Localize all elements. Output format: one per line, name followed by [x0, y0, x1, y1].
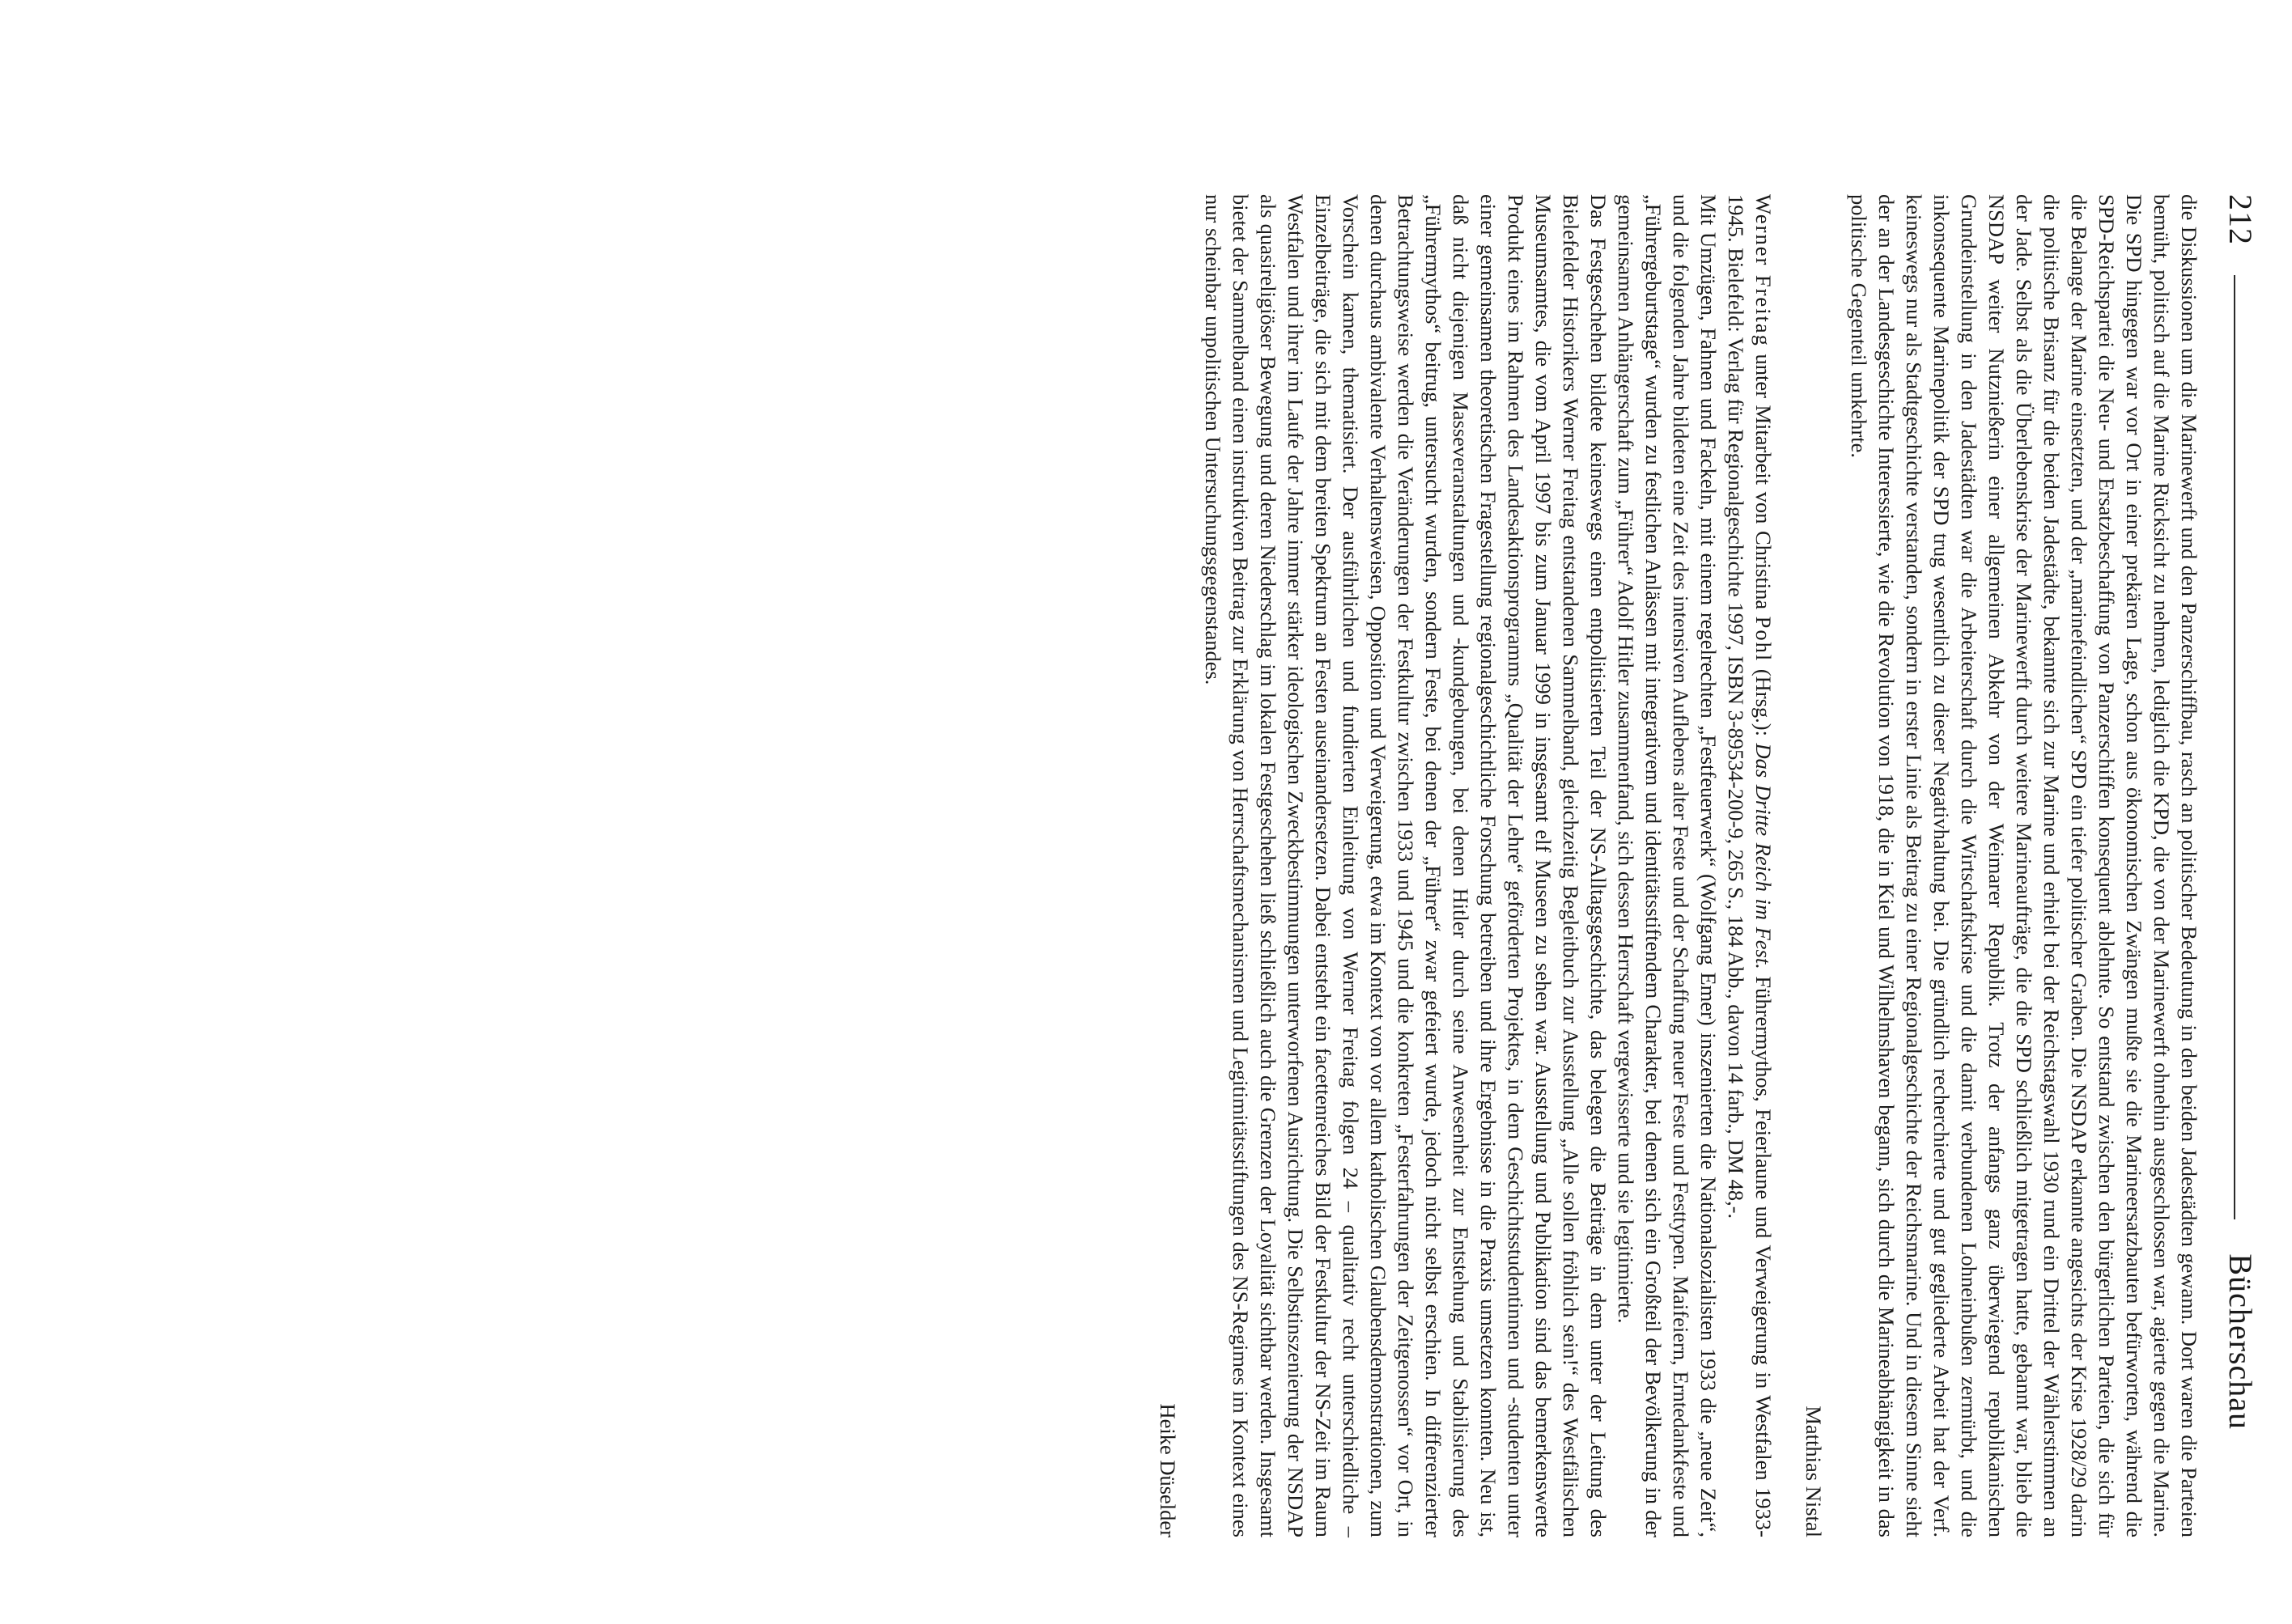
running-head: Bücherschau: [2222, 1253, 2259, 1430]
review-text-block: [1154, 194, 2203, 1537]
review-2-citation: [1722, 194, 1777, 1537]
header-rule: [2234, 275, 2235, 1219]
page-number: 212: [2222, 194, 2259, 245]
review-1-signature: Matthias Nistal: [1802, 1406, 1826, 1537]
review-2-author: Werner Freitag: [1751, 194, 1776, 347]
citation-pre: unter Mitarbeit von Christina: [1751, 346, 1776, 617]
citation-post: Führermythos, Feierlaune und Verweigerung in Westfalen 1933-1945. Bielefeld: Verlag für Regionalgeschichte 1997, ISBN 3-89534-200-9, 265 S., 184 Abb., davon 14 farb., DM 48,-.: [1724, 194, 1776, 1537]
review-2-signature: Heike Düselder: [1156, 1403, 1180, 1537]
review-1-body: die Diskussionen um die Marinewerft und den Panzerschiffbau, rasch an politischer Bedeutung in den beiden Jadestädten gewann. Dort waren die Parteien bemüht, politisch auf die Marine Rücksicht zu nehmen, lediglich die KPD, die von der Marinewerft ohnehin ausgeschlossen war, agierte gegen die Marine. Die SPD hingegen war vor Ort in einer prekären Lage, schon aus ökonomischen Zwängen mußte sie die Marineersatzbauten befürworten, während die SPD-Reichspartei die Neu- und Ersatzbeschaffung von Panzerschiffen konsequent ablehnte. So entstand zwischen den bürgerlichen Parteien, die sich für die Belange der Marine einsetzten, und der „marinefeindlichen“ SPD ein tiefer politischer Graben. Die NSDAP erkannte angesichts der Krise 1928/29 darin die politische Brisanz für die beiden Jadestädte, bekannte sich zur Marine und erhielt bei der Reichstagswahl 1930 rund ein Drittel der Wählerstimmen an der Jade. Selbst als die Überlebenskrise der Marinewerft durch weitere Marineaufträge, die die SPD schließlich mitgetragen hatte, gebannt war, blieb die NSDAP weiter Nutznießerin einer allgemeinen Abkehr von der Weimarer Republik. Trotz der anfangs ganz überwiegend republikanischen Grundeinstellung in den Jadestädten war die Arbeiterschaft durch die Wirtschaftskrise und die damit verbundenen Lohneinbußen zermürbt, und die inkonsequente Marinepolitik der SPD trug wesentlich zu dieser Negativhaltung bei. Die gründlich recherchierte und gut gegliederte Arbeit hat der Verf. keineswegs nur als Stadtgeschichte verstanden, sondern in erster Linie als Beitrag zu einer Regionalgeschichte der Reichsmarine. Und in diesem Sinne sieht der an der Landesgeschichte Interessierte, wie die Revolution von 1918, die in Kiel und Wilhelmshaven begann, sich durch die Marineabhängigkeit in das politische Gegenteil umkehrte.: [1847, 194, 2201, 1537]
section-gap: [1777, 194, 1800, 1537]
review-2-paragraph-2: Das Festgeschehen bildete keineswegs einen entpolitisierten Teil der NS-Alltagsgeschichte, das belegen die Beiträge in dem unter der Leitung des Bielefelder Historikers Werner Freitag entstandenen Sammelband, gleichzeitig Begleitbuch zur Ausstellung „Alle sollen fröhlich sein!“ des Westfälischen Museumsamtes, die vom April 1997 bis zum Januar 1999 in insgesamt elf Museen zu sehen war. Ausstellung und Publikation sind das bemerkenswerte Produkt eines im Rahmen des Landesaktionsprogramms „Qualität der Lehre“ geförderten Projektes, in dem Geschichtsstudentinnen und -studenten unter einer gemeinsamen theoretischen Fragestellung regionalgeschichtliche Forschung betreiben und ihre Ergebnisse in die Praxis umsetzen konnten. Neu ist, daß nicht diejenigen Masseveranstaltungen und -kundgebungen, bei denen Hitler durch seine Anwesenheit zur Entstehung und Stabilisierung des „Führermythos“ beitrug, untersucht wurden, sondern Feste, bei denen der „Führer“ zwar gefeiert wurde, jedoch nicht selbst erschien. In differenzierter Betrachtungsweise werden die Veränderungen der Festkultur zwischen 1933 und 1945 und die konkreten „Festerfahrungen der Zeitgenossen“ vor Ort, in denen durchaus ambivalente Verhaltensweisen, Opposition und Verweigerung, etwa im Kontext von vor allem katholischen Glaubensdemonstrationen, zum Vorschein kamen, thematisiert. Der ausführlichen und fundierten Einleitung von Werner Freitag folgen 24 – qualitativ recht unterschiedliche – Einzelbeiträge, die sich mit dem breiten Spektrum an Festen auseinandersetzen. Dabei entsteht ein facettenreiches Bild der Festkultur der NS-Zeit im Raum Westfalen und ihrer im Laufe der Jahre immer stärker ideologischen Zweckbestimmungen unterworfenen Ausrichtung. Die Selbstinszenierung der NSDAP als quasireligiöser Bewegung und deren Niederschlag im lokalen Festgeschehen ließ schließlich auch die Grenzen der Loyalität sichtbar werden. Insgesamt bietet der Sammelband einen instruktiven Beitrag zur Erklärung von Herrschaftsmechanismen und Legitimitätsstiftungen des NS-Regimes im Kontext eines nur scheinbar unpolitischen Untersuchungsgegenstandes.: [1201, 194, 1611, 1537]
citation-mid: (Hrsg.):: [1751, 662, 1776, 744]
review-2-book-title: Das Dritte Reich im Fest.: [1751, 743, 1776, 969]
review-2-coeditor: Pohl: [1751, 616, 1776, 663]
page-header: [2211, 194, 2260, 1430]
review-2-paragraph-1: Mit Umzügen, Fahnen und Fackeln, mit einem regelrechten „Festfeuerwerk“ (Wolfgang Emer) inszenierten die Nationalsozialisten 1933 die „neue Zeit“, und die folgenden Jahre bildeten eine Zeit des intensiven Auflebens alter Feste und der Schaffung neuer Feste und Festtypen. Maifeiern, Erntedankfeste und „Führergeburtstage“ wurden zu festlichen Anlässen mit integrativem und identitätsstiftendem Charakter, bei denen sich ein Großteil der Bevölkerung in der gemeinsamen Anhängerschaft zum „Führer“ Adolf Hitler zusammenfand, sich dessen Herrschaft vergewisserte und sie legitimierte.: [1614, 194, 1721, 1537]
